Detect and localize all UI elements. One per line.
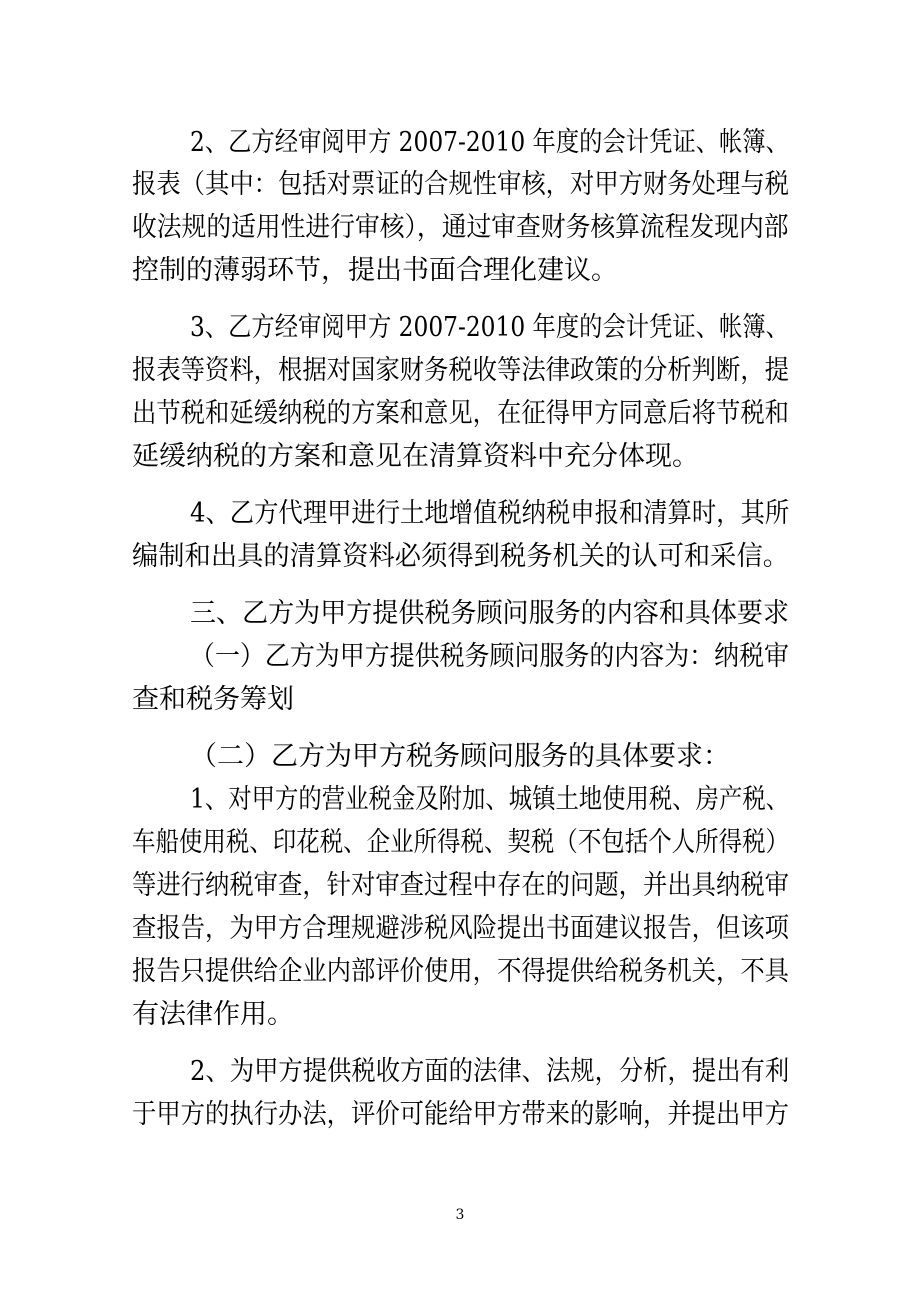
text-line: 有法律作用。 [132,999,294,1030]
text-line: 收法规的适用性进行审核），通过审查财务核算流程发现内部 [132,212,789,243]
text-line: 控制的薄弱环节，提出书面合理化建议。 [132,255,618,286]
subsection-heading: （一）乙方为甲方提供税务顾问服务的内容为：纳税审 [190,641,789,672]
text-line: 等进行纳税审查，针对审查过程中存在的问题，并出具纳税审 [132,870,789,901]
text-line: 报告只提供给企业内部评价使用，不得提供给税务机关，不具 [132,956,789,987]
text-line: 4、乙方代理甲进行土地增值税纳税申报和清算时，其所 [190,498,790,529]
text-line: 出节税和延缓纳税的方案和意见，在征得甲方同意后将节税和 [132,398,789,429]
text-line: 编制和出具的清算资料必须得到税务机关的认可和采信。 [132,541,789,572]
page-number: 3 [455,1207,465,1223]
text-line: 3、乙方经审阅甲方 2007-2010 年度的会计凭证、帐簿、 [190,312,789,343]
text-line: 查报告，为甲方合理规避涉税风险提出书面建议报告，但该项 [132,913,789,944]
text-line: 报表等资料，根据对国家财务税收等法律政策的分析判断，提 [132,355,789,386]
text-line: 2、乙方经审阅甲方 2007-2010 年度的会计凭证、帐簿、 [190,127,789,158]
text-line: 2、为甲方提供税收方面的法律、法规，分析，提出有利 [190,1056,790,1087]
text-line: 于甲方的执行办法，评价可能给甲方带来的影响，并提出甲方 [132,1099,789,1130]
subsection-heading: （二）乙方为甲方税务顾问服务的具体要求： [190,741,730,772]
text-line: 1、对甲方的营业税金及附加、城镇土地使用税、房产税、 [190,784,790,815]
text-line: 车船使用税、印花税、企业所得税、契税（不包括个人所得税） [132,827,789,858]
text-line: 延缓纳税的方案和意见在清算资料中充分体现。 [132,441,699,472]
text-line: 查和税务筹划 [132,684,294,715]
section-heading: 三、乙方为甲方提供税务顾问服务的内容和具体要求 [190,598,789,629]
text-line: 报表（其中：包括对票证的合规性审核，对甲方财务处理与税 [132,169,789,200]
